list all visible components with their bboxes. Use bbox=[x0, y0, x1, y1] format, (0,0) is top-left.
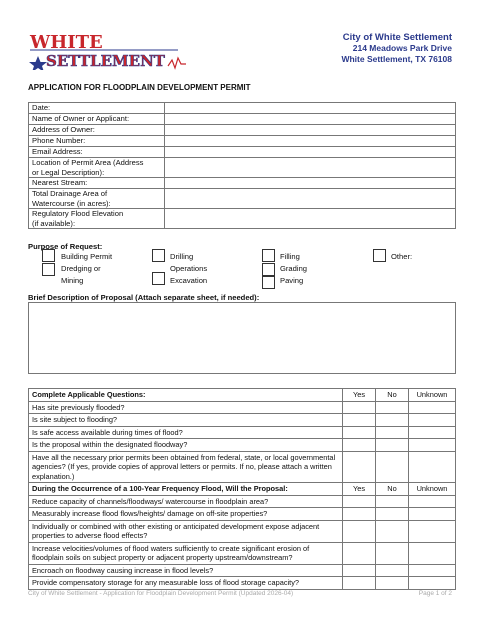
answer-yes-cell[interactable] bbox=[343, 414, 376, 427]
answer-heading-unknown: Unknown bbox=[409, 483, 456, 496]
question-row bbox=[29, 451, 456, 483]
answer-unknown-cell[interactable] bbox=[409, 495, 456, 508]
answer-unknown-cell[interactable] bbox=[409, 577, 456, 590]
answer-yes-cell[interactable] bbox=[343, 564, 376, 577]
checkbox-grading[interactable] bbox=[262, 263, 275, 276]
brief-heading: Brief Description of Proposal (Attach separate sheet, if needed): bbox=[28, 293, 260, 302]
question-text: Encroach on floodway causing increase in flood levels? bbox=[29, 564, 343, 577]
checkbox-dredging[interactable] bbox=[42, 263, 55, 276]
answer-heading-no: No bbox=[376, 483, 409, 496]
checkbox-building[interactable] bbox=[42, 249, 55, 262]
answer-no-cell[interactable] bbox=[376, 414, 409, 427]
info-label: Email Address: bbox=[29, 147, 165, 158]
answer-heading-no: No bbox=[376, 389, 409, 402]
question-row bbox=[29, 495, 456, 508]
answer-no-cell[interactable] bbox=[376, 577, 409, 590]
answer-unknown-cell[interactable] bbox=[409, 451, 456, 483]
question-text: Is the proposal within the designated floodway? bbox=[29, 439, 343, 452]
answer-no-cell[interactable] bbox=[376, 495, 409, 508]
info-label: Total Drainage Area of Watercourse (in acres): bbox=[29, 189, 165, 209]
label-filling: Filling Grading Paving bbox=[280, 252, 308, 285]
info-label: Name of Owner or Applicant: bbox=[29, 114, 165, 125]
info-label: Phone Number: bbox=[29, 136, 165, 147]
info-input[interactable] bbox=[165, 103, 456, 114]
info-row bbox=[29, 178, 456, 189]
info-input[interactable] bbox=[165, 147, 456, 158]
question-row bbox=[29, 508, 456, 521]
wave-icon bbox=[168, 58, 186, 68]
question-text: Provide compensatory storage for any measurable loss of flood storage capacity? bbox=[29, 577, 343, 590]
question-row bbox=[29, 520, 456, 542]
answer-yes-cell[interactable] bbox=[343, 451, 376, 483]
info-label: Location of Permit Area (Address or Legal Description): bbox=[29, 158, 165, 178]
question-text: Has site previously flooded? bbox=[29, 401, 343, 414]
question-text: Increase velocities/volumes of flood waters sufficiently to create significant erosion of floodplain soils on subject property or adjacent property upstream/downstream? bbox=[29, 542, 343, 564]
answer-yes-cell[interactable] bbox=[343, 577, 376, 590]
answer-heading-unknown: Unknown bbox=[409, 389, 456, 402]
answer-no-cell[interactable] bbox=[376, 520, 409, 542]
form-title: APPLICATION FOR FLOODPLAIN DEVELOPMENT PERMIT bbox=[28, 83, 251, 92]
logo-line2: SETTLEMENT bbox=[46, 52, 165, 70]
info-input[interactable] bbox=[165, 158, 456, 178]
answer-no-cell[interactable] bbox=[376, 564, 409, 577]
answer-heading-yes: Yes bbox=[343, 483, 376, 496]
city-address-block bbox=[341, 32, 452, 65]
answer-unknown-cell[interactable] bbox=[409, 564, 456, 577]
answer-heading-yes: Yes bbox=[343, 389, 376, 402]
question-row bbox=[29, 414, 456, 427]
brief-description-field[interactable] bbox=[28, 302, 456, 374]
question-row bbox=[29, 577, 456, 590]
answer-unknown-cell[interactable] bbox=[409, 414, 456, 427]
question-text: Reduce capacity of channels/floodways/ watercourse in floodplain area? bbox=[29, 495, 343, 508]
info-label: Date: bbox=[29, 103, 165, 114]
info-input[interactable] bbox=[165, 136, 456, 147]
city-logo bbox=[28, 30, 188, 70]
info-input[interactable] bbox=[165, 114, 456, 125]
questions-heading: Complete Applicable Questions: bbox=[29, 389, 343, 402]
answer-no-cell[interactable] bbox=[376, 451, 409, 483]
info-row bbox=[29, 147, 456, 158]
city-name: City of White Settlement bbox=[342, 32, 452, 43]
answer-no-cell[interactable] bbox=[376, 508, 409, 521]
question-text: Measurably increase flood flows/heights/ damage on off-site properties? bbox=[29, 508, 343, 521]
city-street: 214 Meadows Park Drive bbox=[352, 43, 452, 53]
question-text: Is site subject to flooding? bbox=[29, 414, 343, 427]
city-state: White Settlement, TX 76108 bbox=[341, 54, 452, 64]
question-text: Have all the necessary prior permits been obtained from federal, state, or local governmental agencies? (If yes, provide copies of approval letters or permits. If no, please attach a written explanation.) bbox=[29, 451, 343, 483]
question-row bbox=[29, 401, 456, 414]
info-input[interactable] bbox=[165, 125, 456, 136]
question-row bbox=[29, 426, 456, 439]
question-row bbox=[29, 439, 456, 452]
info-row bbox=[29, 103, 456, 114]
info-input[interactable] bbox=[165, 189, 456, 209]
answer-yes-cell[interactable] bbox=[343, 401, 376, 414]
checkbox-drilling[interactable] bbox=[152, 249, 165, 262]
answer-no-cell[interactable] bbox=[376, 401, 409, 414]
answer-yes-cell[interactable] bbox=[343, 520, 376, 542]
info-row bbox=[29, 136, 456, 147]
answer-unknown-cell[interactable] bbox=[409, 520, 456, 542]
info-row bbox=[29, 189, 456, 209]
questions-table bbox=[28, 388, 456, 590]
answer-unknown-cell[interactable] bbox=[409, 439, 456, 452]
questions-heading: During the Occurrence of a 100-Year Frequency Flood, Will the Proposal: bbox=[29, 483, 343, 496]
info-row bbox=[29, 125, 456, 136]
answer-yes-cell[interactable] bbox=[343, 542, 376, 564]
info-input[interactable] bbox=[165, 178, 456, 189]
answer-no-cell[interactable] bbox=[376, 439, 409, 452]
star-icon bbox=[29, 56, 47, 70]
answer-yes-cell[interactable] bbox=[343, 508, 376, 521]
answer-yes-cell[interactable] bbox=[343, 439, 376, 452]
logo-line1: WHITE bbox=[30, 32, 103, 53]
question-text: Is safe access available during times of flood? bbox=[29, 426, 343, 439]
label-other: Other: bbox=[391, 252, 413, 261]
label-building: Building Permit Dredging or Mining bbox=[61, 252, 113, 285]
answer-unknown-cell[interactable] bbox=[409, 508, 456, 521]
checkbox-filling[interactable] bbox=[262, 249, 275, 262]
label-drilling: Drilling Operations Excavation bbox=[170, 252, 208, 285]
answer-unknown-cell[interactable] bbox=[409, 426, 456, 439]
info-row bbox=[29, 209, 456, 229]
purpose-heading: Purpose of Request: bbox=[28, 242, 103, 251]
question-row bbox=[29, 542, 456, 564]
answer-unknown-cell[interactable] bbox=[409, 542, 456, 564]
answer-yes-cell[interactable] bbox=[343, 426, 376, 439]
info-input[interactable] bbox=[165, 209, 456, 229]
info-label: Nearest Stream: bbox=[29, 178, 165, 189]
info-label: Address of Owner: bbox=[29, 125, 165, 136]
questions-header-row bbox=[29, 483, 456, 496]
info-label: Regulatory Flood Elevation (if available): bbox=[29, 209, 165, 229]
answer-yes-cell[interactable] bbox=[343, 495, 376, 508]
footer-text: City of White Settlement - Application for Floodplain Development Permit (Updated 2026-04) bbox=[28, 590, 294, 597]
checkbox-excavation[interactable] bbox=[152, 272, 165, 285]
answer-no-cell[interactable] bbox=[376, 542, 409, 564]
answer-unknown-cell[interactable] bbox=[409, 401, 456, 414]
questions-header-row bbox=[29, 389, 456, 402]
checkbox-paving[interactable] bbox=[262, 276, 275, 289]
applicant-info-table bbox=[28, 102, 456, 229]
info-row bbox=[29, 114, 456, 125]
info-row bbox=[29, 158, 456, 178]
page-number: Page 1 of 2 bbox=[418, 590, 452, 597]
answer-no-cell[interactable] bbox=[376, 426, 409, 439]
question-row bbox=[29, 564, 456, 577]
checkbox-other[interactable] bbox=[373, 249, 386, 262]
question-text: Individually or combined with other existing or anticipated development expose adjacent properties to adverse flood effects? bbox=[29, 520, 343, 542]
